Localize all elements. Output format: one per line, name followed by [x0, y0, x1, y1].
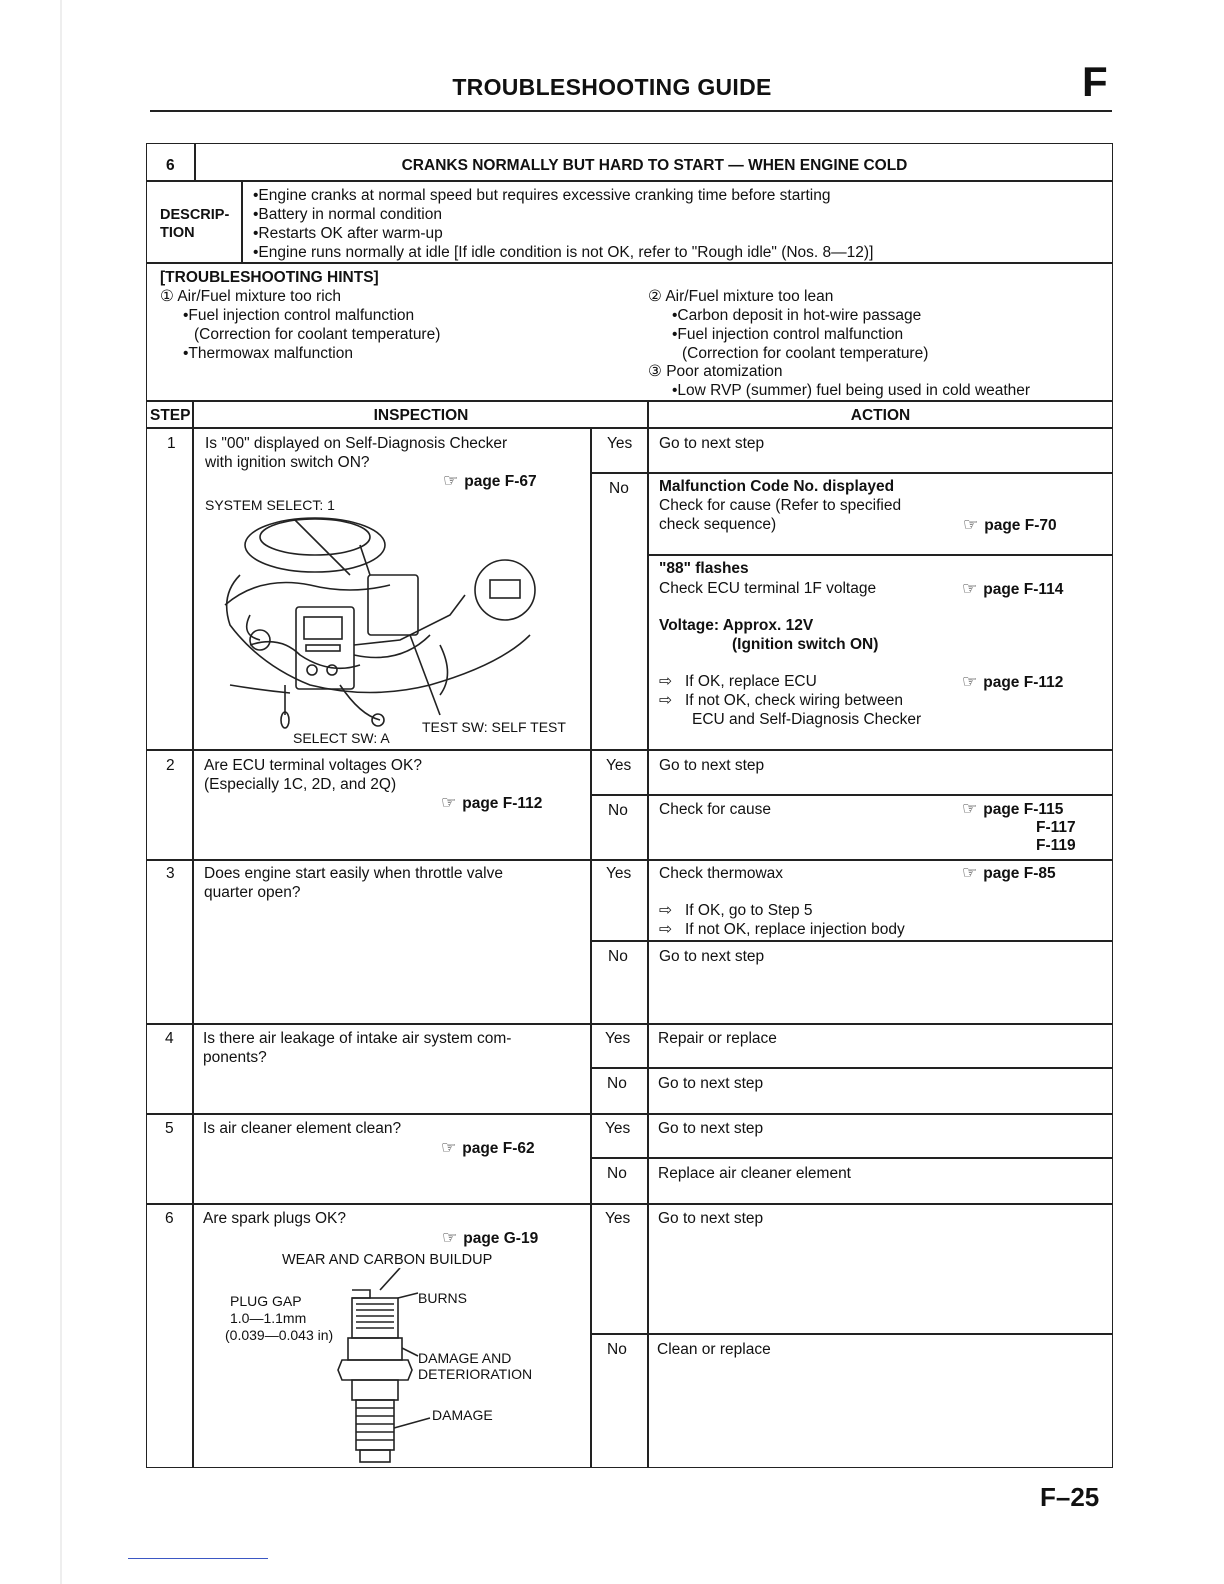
page-reference: ☞ page F-70 — [963, 515, 1057, 534]
divider — [146, 1023, 1113, 1025]
header-rule — [150, 110, 1112, 112]
column-header-action: ACTION — [850, 407, 911, 424]
column-header-step: STEP — [150, 407, 191, 424]
hint-item: ② Air/Fuel mixture too lean — [648, 288, 834, 305]
divider — [146, 1203, 1113, 1205]
diagram-label: 1.0—1.1mm — [230, 1310, 307, 1326]
hint-item: •Low RVP (summer) fuel being used in cold weather — [672, 382, 1031, 399]
description-item: •Engine cranks at normal speed but requires excessive cranking time before starting — [253, 187, 831, 204]
divider — [590, 794, 1113, 796]
step-question: Is there air leakage of intake air system com- — [203, 1030, 512, 1047]
diagram-label: DETERIORATION — [418, 1366, 533, 1382]
divider — [146, 400, 1113, 402]
divider — [146, 1113, 1113, 1115]
divider — [192, 400, 194, 1468]
description-item: •Restarts OK after warm-up — [253, 225, 443, 242]
yes-label: Yes — [605, 1210, 631, 1227]
hollow-right-arrow-icon: ⇨ — [659, 921, 672, 938]
divider — [590, 1067, 1113, 1069]
step-question: Are spark plugs OK? — [203, 1210, 347, 1227]
step-question: ponents? — [203, 1049, 267, 1066]
diagram-label: SELECT SW: A — [293, 730, 390, 746]
action-heading: (Ignition switch ON) — [732, 636, 879, 653]
diagram-label: SYSTEM SELECT: 1 — [205, 497, 335, 513]
step-question: Is air cleaner element clean? — [203, 1120, 402, 1137]
no-label: No — [607, 1165, 627, 1182]
action-text: Check for cause — [659, 801, 771, 818]
action-text: Check for cause (Refer to specified — [659, 497, 902, 514]
description-label: TION — [160, 225, 195, 241]
action-text: Go to next step — [659, 948, 765, 965]
step-question: (Especially 1C, 2D, and 2Q) — [204, 776, 397, 793]
yes-label: Yes — [607, 435, 633, 452]
yes-label: Yes — [605, 1120, 631, 1137]
yes-label: Yes — [606, 865, 632, 882]
page-reference: ☞ page F-114 — [962, 579, 1064, 598]
step-number: 2 — [166, 757, 175, 774]
no-label: No — [609, 480, 629, 497]
hint-item: ① Air/Fuel mixture too rich — [160, 288, 342, 305]
diagram-label: PLUG GAP — [230, 1293, 302, 1309]
scan-edge — [60, 0, 62, 1584]
yes-label: Yes — [605, 1030, 631, 1047]
divider — [590, 1333, 1113, 1335]
action-text: check sequence) — [659, 516, 777, 533]
yes-label: Yes — [606, 757, 632, 774]
diagram-label: DAMAGE AND — [418, 1350, 512, 1366]
hollow-right-arrow-icon: ⇨ — [659, 692, 672, 709]
action-text: Check ECU terminal 1F voltage — [659, 580, 877, 597]
diagram-label: BURNS — [418, 1290, 468, 1306]
hint-item: (Correction for coolant temperature) — [682, 345, 929, 362]
pointing-hand-icon: ☞ — [962, 863, 978, 882]
pointing-hand-icon: ☞ — [441, 793, 457, 812]
page-reference: ☞ page F-85 — [962, 863, 1056, 882]
section-letter: F — [1082, 58, 1108, 105]
action-text: Replace air cleaner element — [658, 1165, 851, 1182]
divider — [241, 180, 243, 262]
no-label: No — [607, 1341, 627, 1358]
action-text: ⇨ If not OK, replace injection body — [659, 921, 905, 938]
page-reference: ☞ page F-112 — [441, 793, 543, 812]
divider — [647, 400, 649, 1468]
action-text: Go to next step — [658, 1120, 764, 1137]
page-reference: ☞ page F-67 — [443, 471, 537, 490]
divider — [590, 940, 1113, 942]
self-diagnosis-checker-diagram — [200, 515, 550, 735]
page-reference: F-119 — [1036, 837, 1076, 854]
symptom-number: 6 — [166, 157, 175, 174]
page-reference: ☞ page F-112 — [962, 672, 1064, 691]
action-text: Go to next step — [659, 435, 765, 452]
action-text: Go to next step — [659, 757, 765, 774]
step-number: 6 — [165, 1210, 174, 1227]
diagram-label: DAMAGE — [432, 1407, 493, 1423]
hint-item: •Fuel injection control malfunction — [183, 307, 415, 324]
step-question: Is "00" displayed on Self-Diagnosis Checker — [205, 435, 508, 452]
action-heading: "88" flashes — [659, 560, 749, 577]
hint-item: •Thermowax malfunction — [183, 345, 353, 362]
no-label: No — [608, 802, 628, 819]
page-number: F–25 — [1040, 1482, 1100, 1512]
action-text: Go to next step — [658, 1210, 764, 1227]
pointing-hand-icon: ☞ — [441, 1138, 457, 1157]
hollow-right-arrow-icon: ⇨ — [659, 673, 672, 690]
action-text: Check thermowax — [659, 865, 784, 882]
description-item: •Engine runs normally at idle [If idle condition is not OK, refer to "Rough idle" (Nos. 8—12)] — [253, 244, 874, 261]
divider — [146, 427, 1113, 429]
action-heading: Malfunction Code No. displayed — [659, 478, 895, 495]
divider — [146, 859, 1113, 861]
step-question: Does engine start easily when throttle valve — [204, 865, 503, 882]
pointing-hand-icon: ☞ — [962, 799, 978, 818]
diagram-label: (0.039—0.043 in) — [225, 1327, 334, 1343]
step-number: 5 — [165, 1120, 174, 1137]
action-text: Go to next step — [658, 1075, 764, 1092]
action-text: ECU and Self-Diagnosis Checker — [692, 711, 922, 728]
pointing-hand-icon: ☞ — [963, 515, 979, 534]
divider — [590, 472, 1113, 474]
action-text: Repair or replace — [658, 1030, 777, 1047]
description-item: •Battery in normal condition — [253, 206, 442, 223]
column-header-inspection: INSPECTION — [373, 407, 469, 424]
step-question: with ignition switch ON? — [205, 454, 370, 471]
step-number: 4 — [165, 1030, 174, 1047]
action-heading: Voltage: Approx. 12V — [659, 617, 814, 634]
divider — [146, 749, 1113, 751]
page-reference: ☞ page G-19 — [442, 1228, 539, 1247]
description-label: DESCRIP- — [160, 207, 230, 223]
hints-heading: [TROUBLESHOOTING HINTS] — [160, 269, 379, 286]
hint-item: ③ Poor atomization — [648, 363, 783, 380]
pointing-hand-icon: ☞ — [962, 579, 978, 598]
action-text: ⇨ If OK, replace ECU — [659, 673, 817, 690]
action-text: ⇨ If not OK, check wiring between — [659, 692, 903, 709]
step-question: quarter open? — [204, 884, 301, 901]
pointing-hand-icon: ☞ — [443, 471, 459, 490]
pointing-hand-icon: ☞ — [962, 672, 978, 691]
divider — [146, 262, 1113, 264]
step-number: 1 — [167, 435, 176, 452]
step-number: 3 — [166, 865, 175, 882]
footer-rule — [128, 1558, 268, 1559]
hollow-right-arrow-icon: ⇨ — [659, 902, 672, 919]
diagram-label: WEAR AND CARBON BUILDUP — [282, 1252, 493, 1268]
no-label: No — [607, 1075, 627, 1092]
diagram-label: TEST SW: SELF TEST — [422, 719, 566, 735]
symptom-title: CRANKS NORMALLY BUT HARD TO START — WHEN ENGINE COLD — [401, 157, 908, 174]
divider — [590, 427, 592, 1468]
spark-plug-diagram — [330, 1268, 440, 1468]
no-label: No — [608, 948, 628, 965]
divider — [647, 554, 1113, 556]
step-question: Are ECU terminal voltages OK? — [204, 757, 422, 774]
divider — [146, 180, 1113, 182]
page-reference: ☞ page F-62 — [441, 1138, 535, 1157]
action-text: Clean or replace — [657, 1341, 771, 1358]
page-reference: ☞ page F-115 — [962, 799, 1064, 818]
action-text: ⇨ If OK, go to Step 5 — [659, 902, 813, 919]
hint-item: •Fuel injection control malfunction — [672, 326, 904, 343]
pointing-hand-icon: ☞ — [442, 1228, 458, 1247]
hint-item: (Correction for coolant temperature) — [194, 326, 441, 343]
page-title: TROUBLESHOOTING GUIDE — [452, 74, 772, 100]
page-reference: F-117 — [1036, 819, 1076, 836]
hint-item: •Carbon deposit in hot-wire passage — [672, 307, 922, 324]
divider — [590, 1157, 1113, 1159]
